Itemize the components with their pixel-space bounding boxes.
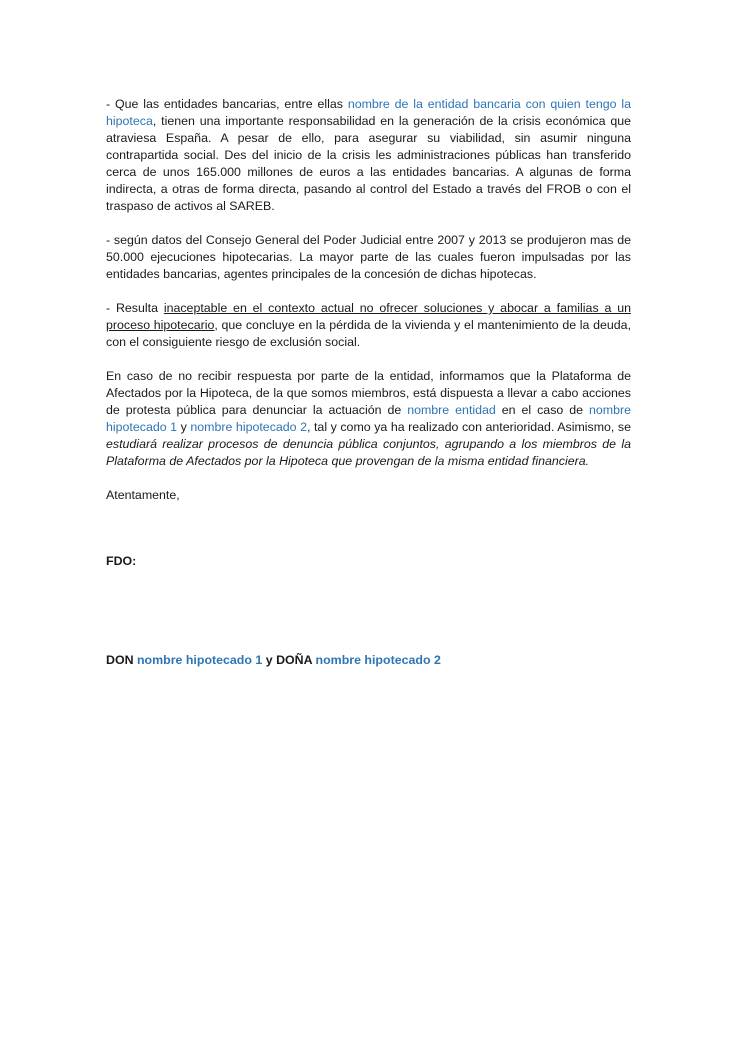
paragraph-inaceptable-body: , que concluye en la pérdida de la vivienda y el mantenimiento de la deuda, con el consiguiente riesgo de exclusión social.	[106, 318, 632, 349]
placeholder-entity-name: nombre entidad	[407, 403, 496, 417]
paragraph-inaceptable	[106, 300, 631, 351]
placeholder-signer-2: nombre hipotecado 2	[315, 653, 441, 667]
paragraph-ejecuciones	[106, 232, 631, 283]
paragraph-protesta	[106, 368, 631, 470]
letter-body	[106, 96, 632, 667]
placeholder-signer-1: nombre hipotecado 1	[136, 653, 263, 667]
signature-label: FDO:	[106, 554, 137, 568]
paragraph-entidades	[106, 96, 631, 215]
paragraph-protesta-connector-1: en el caso de	[495, 403, 589, 417]
paragraph-entidades-body: , tienen una importante responsabilidad en la generación de la crisis económica que atraviesa España. A pesar de ello, para asegurar su viabilidad, sin asumir ninguna contrapartida social. Des del inicio de la crisis les administraciones públicas han transferido cerca de unos 165.000 millones de euros a las entidades bancarias. A algunas de forma indirecta, a otras de forma directa, pasando al control del Estado a través del FROB o con el traspaso de activos al SAREB.	[106, 114, 631, 213]
paragraph-protesta-connector-3: , tal y como ya ha realizado con anterioridad. Asimismo, se	[307, 420, 632, 434]
closing-salutation: Atentamente,	[106, 488, 180, 502]
paragraph-entidades-intro: - Que las entidades bancarias, entre ellas	[106, 97, 348, 111]
paragraph-protesta-intro: En caso de no recibir respuesta por parte de la entidad, informamos que la Plataforma de Afectados por la Hipoteca, de la que somos miembros, está dispuesta a llevar a cabo acciones de protesta pública para denunciar la actuación de	[106, 369, 631, 417]
placeholder-bank-name: nombre de la entidad bancaria con quien tengo la hipoteca	[106, 97, 631, 128]
underlined-statement: inaceptable en el contexto actual no ofrecer soluciones y abocar a familias a un proceso hipotecario	[106, 301, 631, 332]
paragraph-inaceptable-intro: - Resulta	[106, 301, 164, 315]
paragraph-ejecuciones-text: - según datos del Consejo General del Poder Judicial entre 2007 y 2013 se produjeron mas de 50.000 ejecuciones hipotecarias. La mayor parte de las cuales fueron impulsadas por las entidades bancarias, agentes principales de la concesión de dichas hipotecas.	[106, 233, 631, 281]
signer-dona-label: y DOÑA	[262, 653, 316, 667]
signers-line	[106, 652, 441, 669]
placeholder-mortgagor-2: nombre hipotecado 2	[190, 420, 307, 434]
italic-statement: estudiará realizar procesos de denuncia pública conjuntos, agrupando a los miembros de la Plataforma de Afectados por la Hipoteca que provengan de la misma entidad financiera.	[106, 437, 631, 468]
signer-don-label: DON	[106, 653, 137, 667]
paragraph-protesta-connector-2: y	[177, 420, 191, 434]
placeholder-mortgagor-1: nombre hipotecado 1	[106, 403, 632, 434]
